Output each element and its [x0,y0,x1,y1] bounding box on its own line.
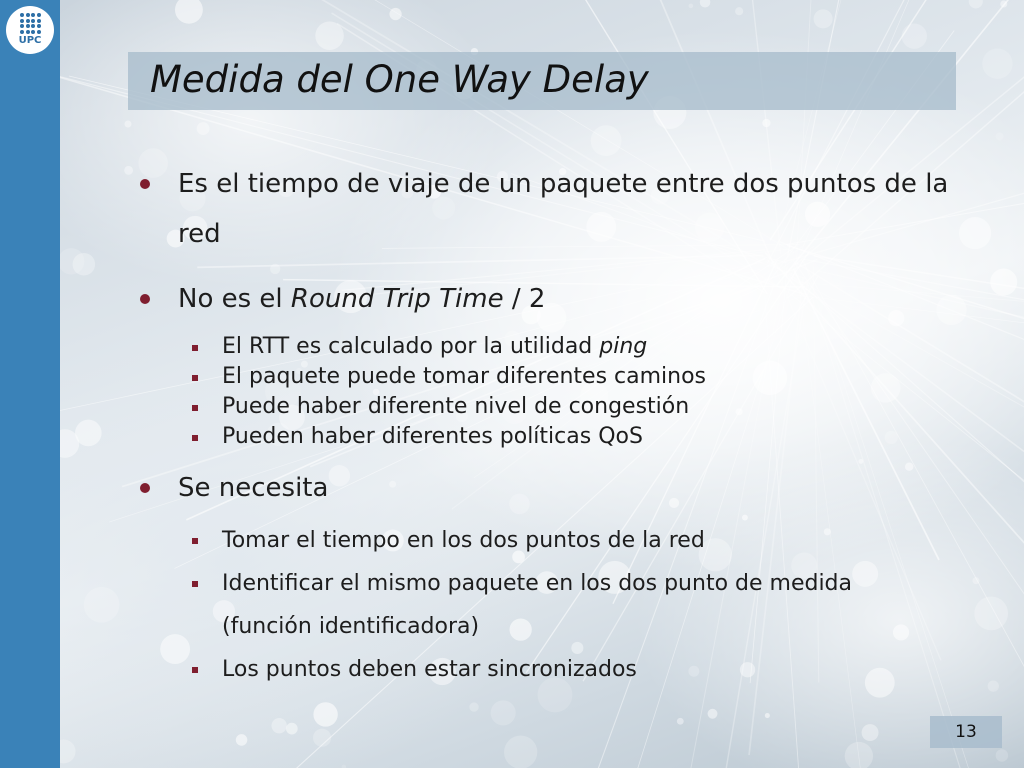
bullet-1 [178,159,958,259]
sub-bullet-square-icon [192,405,198,411]
sub-bullet [222,519,882,562]
bullet-text: Se necesita [178,473,329,503]
sub-bullet-text-italic: ping [599,334,648,359]
logo-text: UPC [18,35,42,46]
sub-bullet [222,648,882,691]
sub-bullet-text: Pueden haber diferentes políticas QoS [222,424,643,449]
page-number: 13 [930,716,1002,748]
sub-bullet-text: Puede haber diferente nivel de congestión [222,394,690,419]
sub-bullet [222,362,922,392]
sub-bullet-text: Identificar el mismo paquete en los dos punto de medida (función identificadora) [222,571,853,639]
sub-bullet-square-icon [192,345,198,351]
sub-bullet [222,422,922,452]
sub-bullet-text: El RTT es calculado por la utilidad [222,334,600,359]
sub-bullet-square-icon [192,667,198,673]
bullet-dot-icon [140,294,150,304]
sub-bullet-square-icon [192,538,198,544]
sub-bullet [222,332,922,362]
sub-bullet [222,392,922,422]
bullet-text-italic: Round Trip Time [290,284,504,314]
bullet-3 [178,463,958,513]
bullet-dot-icon [140,179,150,189]
sub-bullet-square-icon [192,375,198,381]
bullet-text-prefix: No es el [178,284,291,314]
sub-bullet [222,562,882,648]
bullet-2 [178,274,958,324]
bullet-text-suffix: / 2 [503,284,546,314]
bullet-dot-icon [140,483,150,493]
sub-bullet-text: Los puntos deben estar sincronizados [222,657,637,682]
sub-bullet-text: Tomar el tiempo en los dos puntos de la red [222,528,705,553]
bullet-text: Es el tiempo de viaje de un paquete entre dos puntos de la red [178,169,949,249]
sub-bullet-text: El paquete puede tomar diferentes caminos [222,364,707,389]
sub-bullet-square-icon [192,435,198,441]
sub-bullet-square-icon [192,581,198,587]
slide-title: Medida del One Way Delay [150,58,649,101]
